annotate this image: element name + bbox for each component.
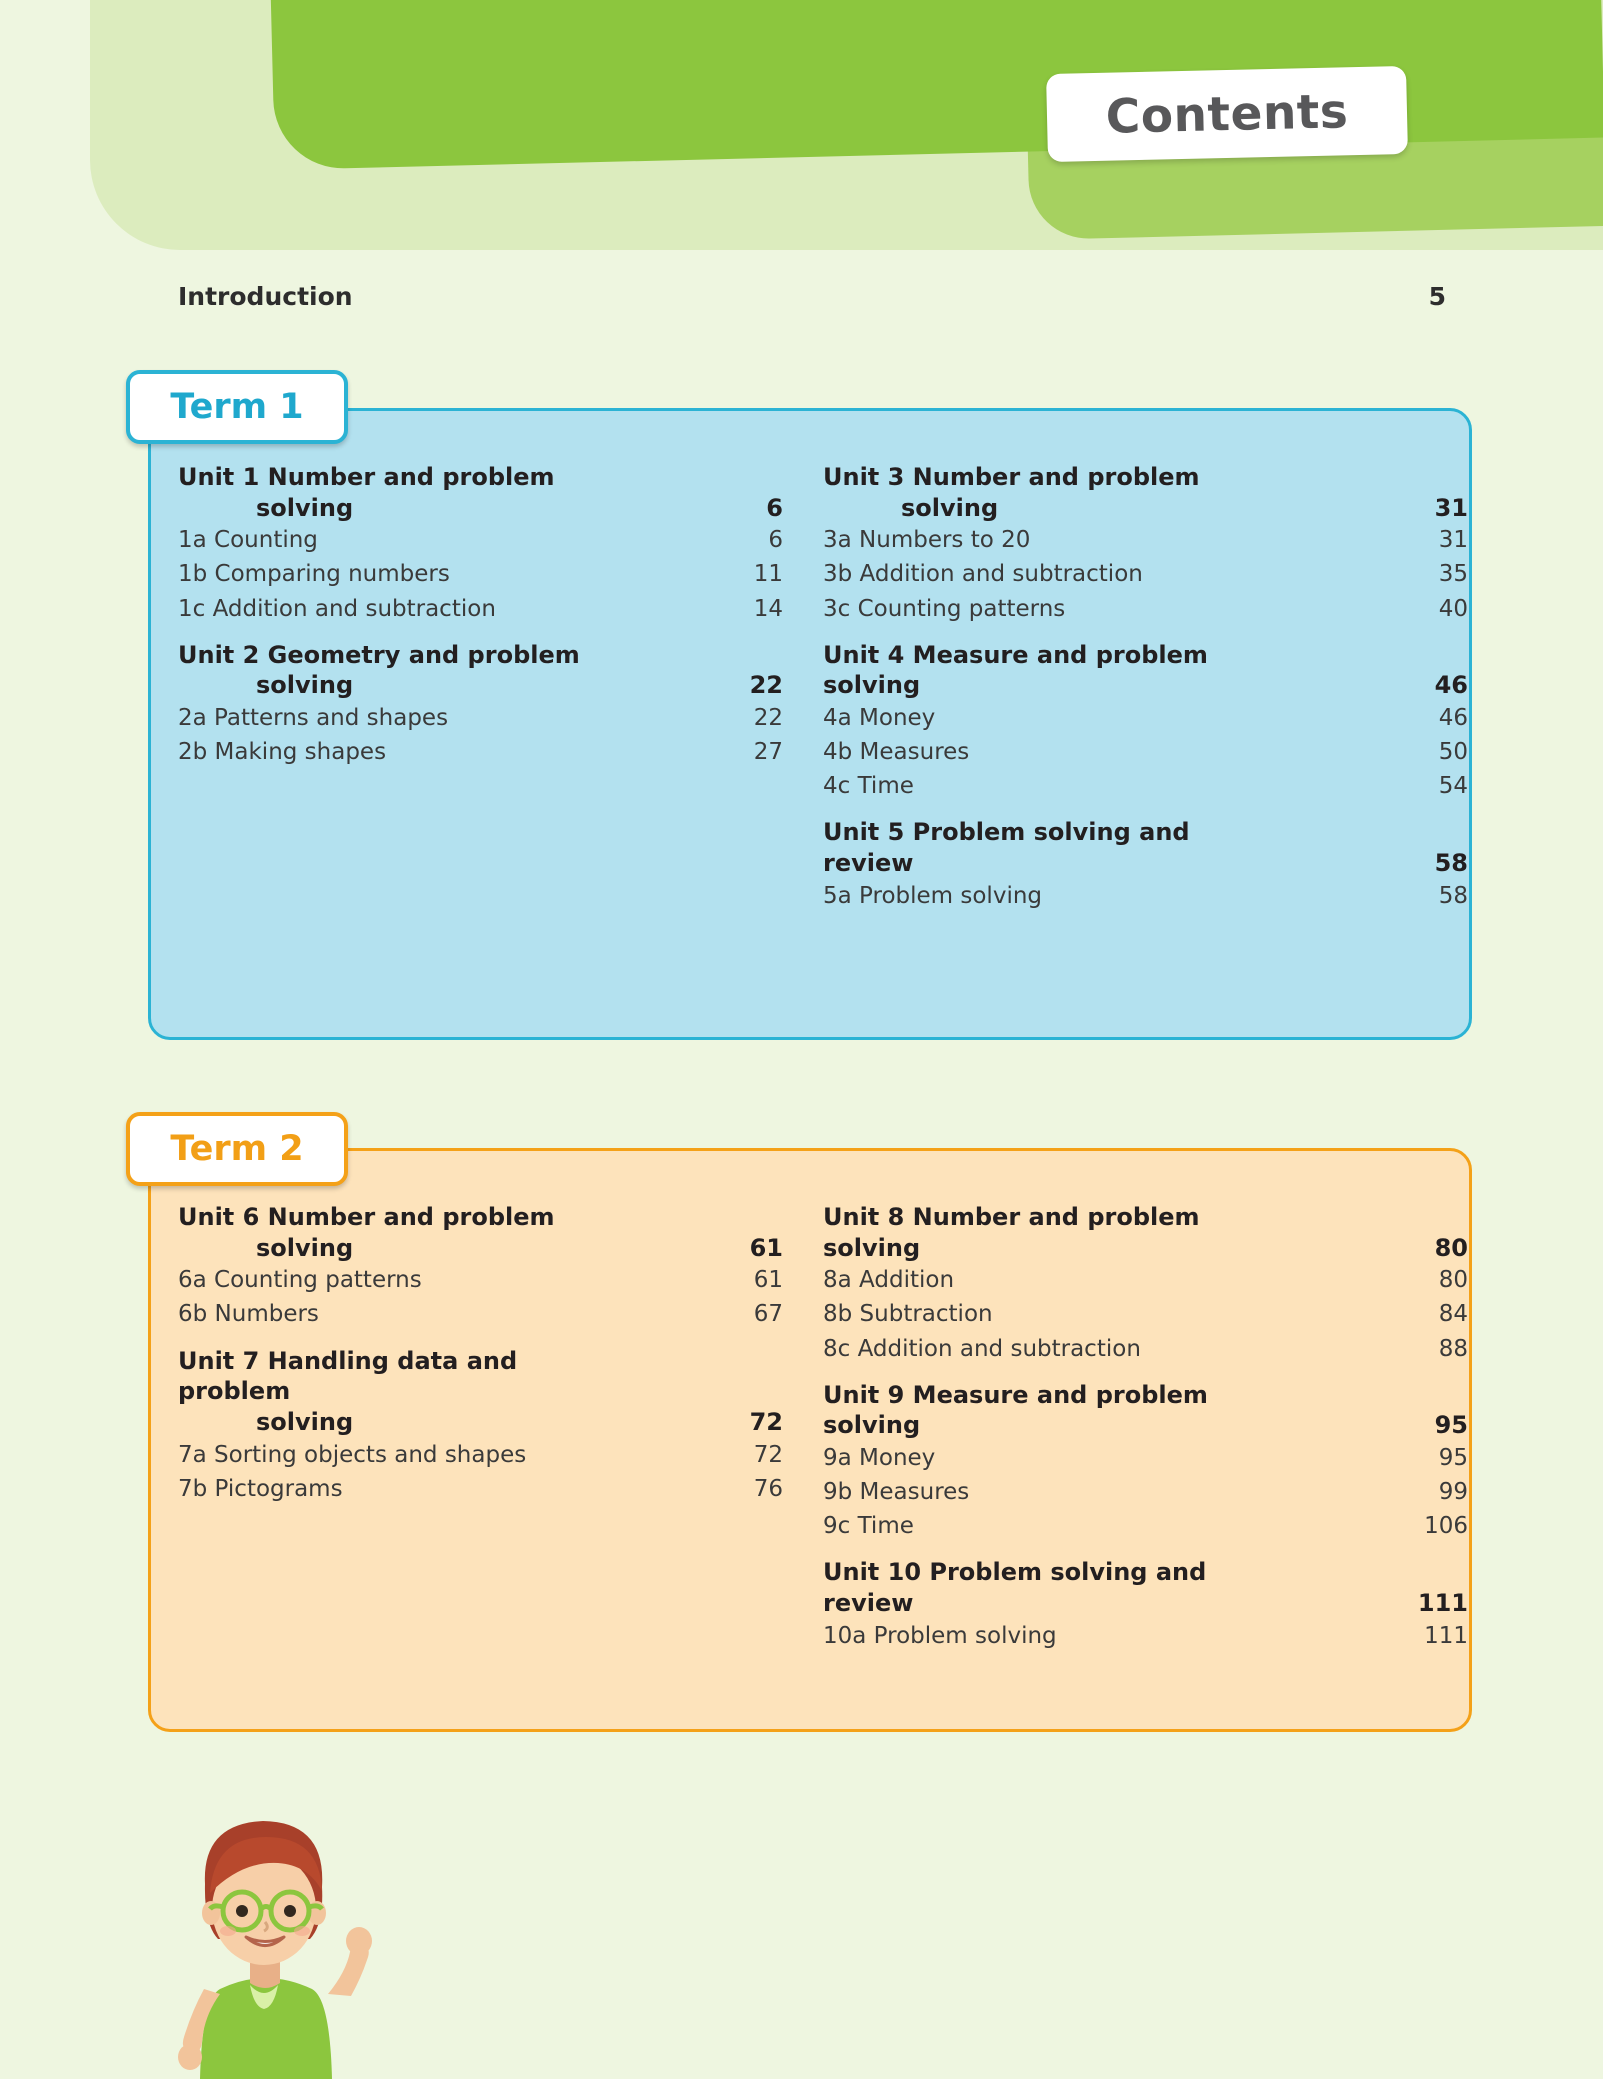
subunit-row[interactable] xyxy=(823,879,1468,913)
subunit-page: 35 xyxy=(1438,561,1468,588)
subunit-label: 4b Measures xyxy=(823,739,970,765)
unit-heading[interactable] xyxy=(823,462,1468,523)
term-2-tab xyxy=(126,1112,348,1186)
unit-heading[interactable] xyxy=(823,1380,1468,1441)
unit-heading[interactable] xyxy=(823,817,1468,878)
subunit-page: 40 xyxy=(1438,595,1468,622)
unit-title-line1: Unit 9 Measure and problem solving xyxy=(823,1380,1208,1440)
unit-title-line1: Unit 7 Handling data and problem xyxy=(178,1346,518,1406)
term-1-column-left xyxy=(178,462,823,913)
subunit-label: 1c Addition and subtraction xyxy=(178,595,496,622)
subunit-page: 76 xyxy=(753,1475,783,1502)
subunit-page: 6 xyxy=(768,527,783,554)
subunit-page: 95 xyxy=(1438,1444,1468,1471)
subunit-row[interactable] xyxy=(823,557,1468,591)
unit-title xyxy=(178,1346,618,1438)
subunit-label: 5a Problem solving xyxy=(823,882,1043,909)
subunit-row[interactable] xyxy=(823,1509,1468,1543)
subunit-label: 10a Problem solving xyxy=(823,1622,1057,1649)
subunit-page: 31 xyxy=(1438,527,1468,554)
subunit-label: 7a Sorting objects and shapes xyxy=(178,1441,527,1468)
unit-heading[interactable] xyxy=(823,1202,1468,1263)
subunit-row[interactable] xyxy=(178,557,783,591)
subunit-page: 50 xyxy=(1438,739,1468,765)
subunit-label: 3a Numbers to 20 xyxy=(823,527,1031,554)
subunit-label: 8c Addition and subtraction xyxy=(823,1335,1141,1362)
unit-title-line1: Unit 2 Geometry and problem xyxy=(178,640,580,669)
subunit-row[interactable] xyxy=(178,523,783,557)
introduction-page: 5 xyxy=(1428,282,1446,311)
page-title-tab xyxy=(1046,66,1408,162)
unit-title-line2: solving xyxy=(256,671,354,700)
unit-page: 6 xyxy=(766,493,783,522)
unit-page: 46 xyxy=(1434,671,1468,700)
subunit-row[interactable] xyxy=(178,735,783,769)
unit-heading[interactable] xyxy=(823,1557,1468,1618)
subunit-label: 1a Counting xyxy=(178,527,318,554)
subunit-label: 7b Pictograms xyxy=(178,1475,343,1502)
introduction-label: Introduction xyxy=(178,282,353,311)
subunit-row[interactable] xyxy=(178,1438,783,1472)
term-1-column-right xyxy=(823,462,1468,913)
term-2-label: Term 2 xyxy=(170,1129,304,1169)
subunit-page: 22 xyxy=(753,704,783,731)
subunit-row[interactable] xyxy=(178,1263,783,1297)
introduction-entry[interactable] xyxy=(178,282,1446,311)
unit-title xyxy=(823,462,1200,523)
term-1-columns xyxy=(178,462,1468,913)
subunit-label: 2a Patterns and shapes xyxy=(178,704,449,731)
subunit-row[interactable] xyxy=(178,592,783,626)
term-1-label: Term 1 xyxy=(170,387,304,427)
unit-title-line1: Unit 4 Measure and problem solving xyxy=(823,640,1208,700)
subunit-label: 3b Addition and subtraction xyxy=(823,561,1143,588)
subunit-row[interactable] xyxy=(178,701,783,735)
unit-title-line1: Unit 3 Number and problem xyxy=(823,463,1200,491)
subunit-row[interactable] xyxy=(178,1472,783,1506)
girl-character-illustration xyxy=(150,1789,380,2079)
unit-title xyxy=(823,1557,1263,1618)
unit-title-line2: solving xyxy=(256,1407,354,1436)
subunit-label: 8b Subtraction xyxy=(823,1301,993,1328)
unit-heading[interactable] xyxy=(178,462,783,523)
unit-title-line2: solving xyxy=(256,1233,354,1262)
subunit-label: 6b Numbers xyxy=(178,1301,319,1328)
unit-title-line2: solving xyxy=(256,493,354,522)
subunit-row[interactable] xyxy=(823,1297,1468,1331)
unit-title-line1: Unit 5 Problem solving and review xyxy=(823,818,1190,877)
term-1-tab xyxy=(126,370,348,444)
subunit-label: 2b Making shapes xyxy=(178,739,387,765)
subunit-row[interactable] xyxy=(823,1332,1468,1366)
unit-title-line2: solving xyxy=(901,493,999,522)
unit-title-line1: Unit 10 Problem solving and review xyxy=(823,1558,1207,1617)
subunit-label: 4c Time xyxy=(823,773,914,800)
subunit-page: 11 xyxy=(753,561,783,588)
subunit-page: 106 xyxy=(1424,1513,1468,1540)
unit-page: 58 xyxy=(1434,848,1468,877)
unit-page: 72 xyxy=(749,1407,783,1436)
unit-title xyxy=(823,817,1263,878)
subunit-row[interactable] xyxy=(823,735,1468,769)
unit-title xyxy=(178,1202,555,1263)
subunit-row[interactable] xyxy=(823,592,1468,626)
term-2-columns xyxy=(178,1202,1468,1653)
unit-title-line1: Unit 1 Number and problem xyxy=(178,463,555,491)
subunit-label: 1b Comparing numbers xyxy=(178,561,450,588)
subunit-label: 4a Money xyxy=(823,704,936,731)
term-2-column-left xyxy=(178,1202,823,1653)
page-title: Contents xyxy=(1105,83,1349,145)
unit-title xyxy=(178,462,555,523)
unit-page: 31 xyxy=(1434,493,1468,522)
unit-page: 80 xyxy=(1434,1233,1468,1262)
subunit-row[interactable] xyxy=(823,769,1468,803)
unit-heading[interactable] xyxy=(178,640,783,701)
subunit-label: 3c Counting patterns xyxy=(823,595,1066,622)
subunit-label: 9a Money xyxy=(823,1444,936,1471)
subunit-page: 27 xyxy=(753,739,783,765)
subunit-label: 9c Time xyxy=(823,1513,914,1540)
unit-title-line1: Unit 8 Number and problem solving xyxy=(823,1203,1200,1262)
subunit-page: 99 xyxy=(1438,1479,1468,1505)
subunit-page: 72 xyxy=(753,1441,783,1468)
unit-title xyxy=(823,640,1263,701)
unit-heading[interactable] xyxy=(178,1202,783,1263)
unit-title xyxy=(823,1202,1263,1263)
term-2-column-right xyxy=(823,1202,1468,1653)
subunit-row[interactable] xyxy=(823,1441,1468,1475)
subunit-page: 80 xyxy=(1438,1267,1468,1294)
subunit-page: 58 xyxy=(1438,882,1468,909)
subunit-row[interactable] xyxy=(823,1475,1468,1509)
unit-title-line1: Unit 6 Number and problem xyxy=(178,1203,555,1231)
subunit-page: 88 xyxy=(1438,1335,1468,1362)
subunit-page: 84 xyxy=(1438,1301,1468,1328)
subunit-label: 9b Measures xyxy=(823,1479,970,1505)
unit-heading[interactable] xyxy=(178,1346,783,1438)
unit-page: 22 xyxy=(749,671,783,700)
unit-title xyxy=(823,1380,1263,1441)
subunit-page: 54 xyxy=(1438,773,1468,800)
unit-heading[interactable] xyxy=(823,640,1468,701)
subunit-page: 111 xyxy=(1424,1622,1468,1649)
unit-title xyxy=(178,640,580,701)
subunit-label: 6a Counting patterns xyxy=(178,1267,422,1294)
subunit-row[interactable] xyxy=(823,523,1468,557)
subunit-page: 14 xyxy=(753,595,783,622)
subunit-label: 8a Addition xyxy=(823,1267,955,1294)
unit-page: 61 xyxy=(749,1233,783,1262)
subunit-row[interactable] xyxy=(823,701,1468,735)
subunit-page: 67 xyxy=(753,1301,783,1328)
subunit-page: 46 xyxy=(1438,704,1468,731)
unit-page: 95 xyxy=(1434,1411,1468,1440)
subunit-row[interactable] xyxy=(823,1619,1468,1653)
subunit-row[interactable] xyxy=(178,1297,783,1331)
unit-page: 111 xyxy=(1417,1588,1468,1617)
subunit-row[interactable] xyxy=(823,1263,1468,1297)
subunit-page: 61 xyxy=(753,1267,783,1294)
